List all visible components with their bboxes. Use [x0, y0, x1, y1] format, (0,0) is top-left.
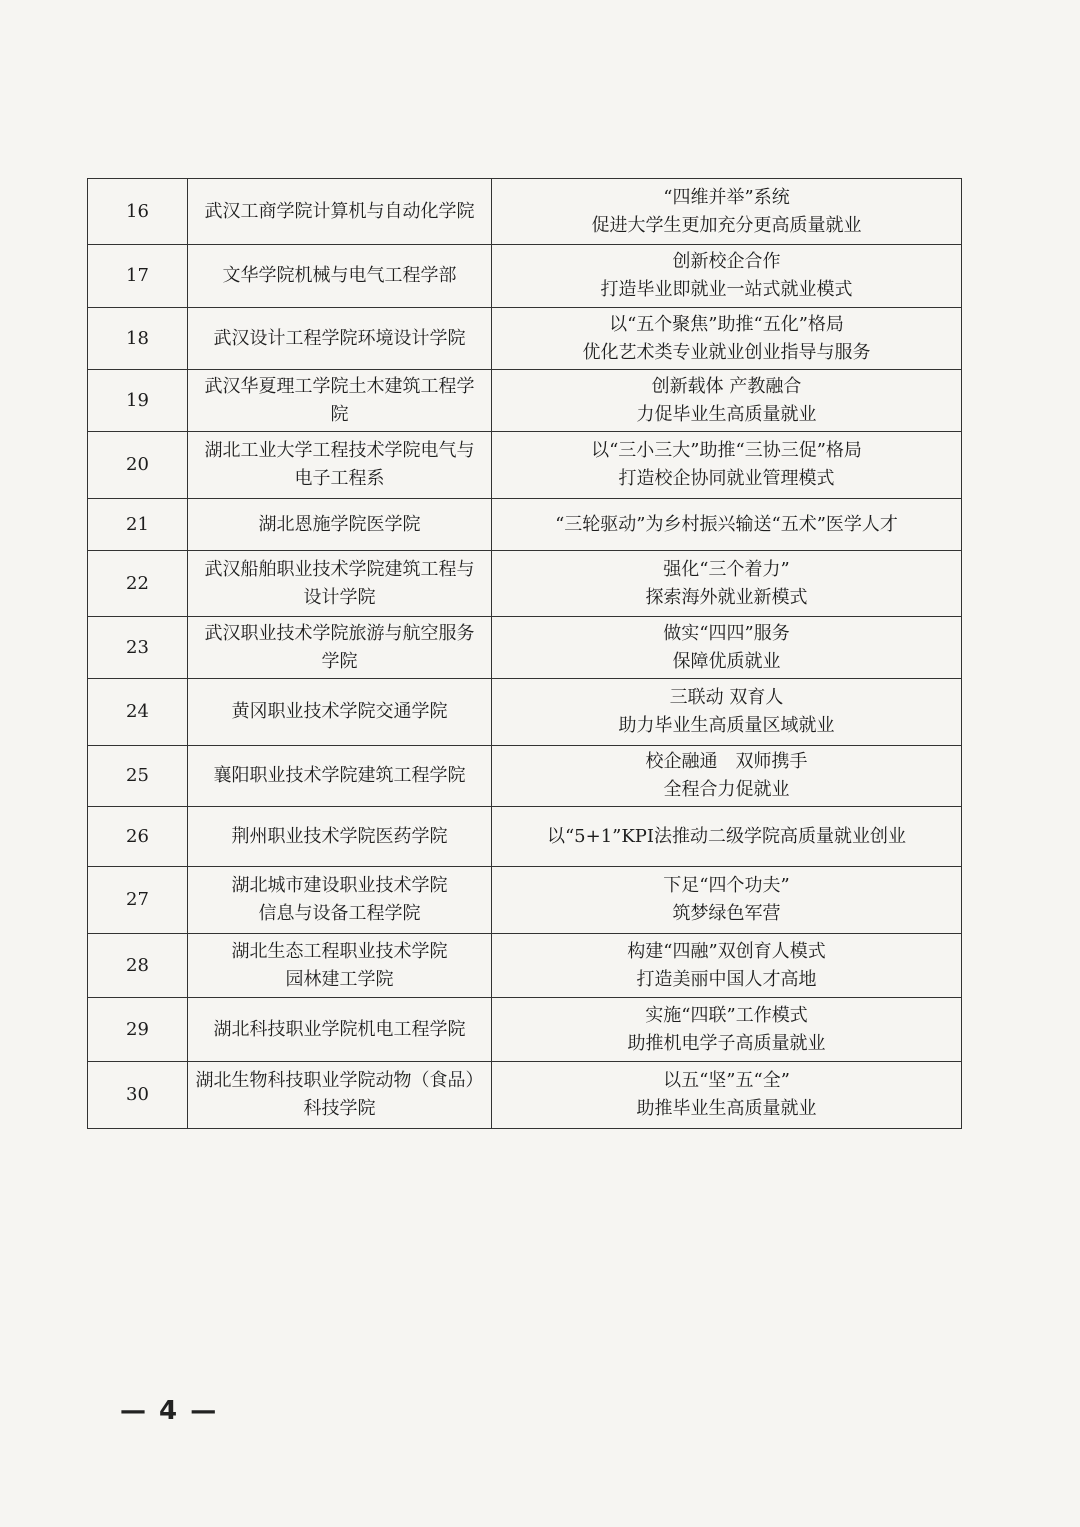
school-cell [188, 499, 492, 551]
table-row [88, 245, 962, 308]
table-row [88, 998, 962, 1062]
project-title-line: 以“三小三大”助推“三协三促”格局 [591, 440, 862, 461]
school-cell [188, 807, 492, 867]
school-name-line: 襄阳职业技术学院建筑工程学院 [213, 765, 466, 786]
page-number: — 4 — [120, 1396, 219, 1426]
project-cell [492, 617, 962, 679]
school-cell [188, 679, 492, 746]
school-name-line: 院 [330, 403, 349, 425]
project-title-line: 助推毕业生高质量就业 [636, 1098, 817, 1119]
table-row [88, 370, 962, 432]
project-title-line: 打造美丽中国人才高地 [636, 968, 817, 990]
school-name-line: 文华学院机械与电气工程学部 [222, 265, 457, 286]
school-name-line: 湖北城市建设职业技术学院 [231, 875, 448, 896]
school-cell [188, 998, 492, 1062]
row-number-cell: 23 [88, 617, 188, 679]
project-cell [492, 245, 962, 308]
table-row [88, 499, 962, 551]
project-title-line: “四维并举”系统 [663, 186, 790, 208]
project-title-line: 探索海外就业新模式 [645, 586, 808, 608]
project-cell [492, 1062, 962, 1129]
project-cell [492, 746, 962, 807]
project-title-line: 校企融通 双师携手 [645, 751, 808, 772]
school-cell [188, 867, 492, 934]
row-number-cell: 16 [88, 179, 188, 245]
project-cell [492, 807, 962, 867]
row-number-cell: 27 [88, 867, 188, 934]
project-title-line: 以“五个聚焦”助推“五化”格局 [609, 313, 844, 335]
project-title-line: 以五“坚”五“全” [663, 1070, 790, 1091]
table-row [88, 179, 962, 245]
table-row [88, 308, 962, 370]
project-cell [492, 998, 962, 1062]
project-cell [492, 432, 962, 499]
project-title-line: 以“5+1”KPI法推动二级学院高质量就业创业 [546, 825, 907, 847]
project-title-line: 筑梦绿色军营 [672, 903, 781, 924]
table-row [88, 617, 962, 679]
school-name-line: 湖北科技职业学院机电工程学院 [213, 1018, 466, 1040]
project-title-line: 创新校企合作 [672, 251, 781, 272]
project-title-line: 打造毕业即就业一站式就业模式 [600, 279, 853, 300]
project-cell [492, 551, 962, 617]
project-title-line: 打造校企协同就业管理模式 [618, 468, 835, 489]
table-row [88, 867, 962, 934]
project-title-line: 全程合力促就业 [663, 779, 790, 800]
school-name-line: 科技学院 [303, 1098, 376, 1119]
row-number-cell: 20 [88, 432, 188, 499]
school-cell [188, 308, 492, 370]
school-name-line: 湖北工业大学工程技术学院电气与 [204, 440, 475, 461]
school-name-line: 设计学院 [303, 586, 376, 608]
school-name-line: 信息与设备工程学院 [258, 903, 421, 924]
school-cell [188, 617, 492, 679]
school-cell [188, 370, 492, 432]
project-title-line: 下足“四个功夫” [663, 875, 790, 896]
row-number-cell: 26 [88, 807, 188, 867]
school-name-line: 武汉职业技术学院旅游与航空服务 [204, 622, 475, 644]
project-cell [492, 370, 962, 432]
table-row [88, 679, 962, 746]
school-name-line: 学院 [321, 650, 358, 672]
school-name-line: 湖北恩施学院医学院 [258, 513, 421, 535]
table-row [88, 746, 962, 807]
project-title-line: 做实“四四”服务 [663, 622, 790, 644]
project-title-line: 力促毕业生高质量就业 [636, 403, 817, 425]
row-number-cell: 24 [88, 679, 188, 746]
table-row [88, 934, 962, 998]
school-name-line: 武汉船舶职业技术学院建筑工程与 [204, 558, 475, 580]
project-title-line: 助力毕业生高质量区域就业 [618, 715, 835, 736]
row-number-cell: 22 [88, 551, 188, 617]
project-title-line: 优化艺术类专业就业创业指导与服务 [582, 341, 871, 363]
school-name-line: 武汉工商学院计算机与自动化学院 [204, 200, 475, 222]
project-title-line: 创新载体 产教融合 [651, 375, 802, 397]
row-number-cell: 29 [88, 998, 188, 1062]
row-number-cell: 21 [88, 499, 188, 551]
school-cell [188, 432, 492, 499]
project-title-line: 保障优质就业 [672, 650, 781, 672]
school-name-line: 武汉华夏理工学院土木建筑工程学 [204, 375, 475, 397]
project-cell [492, 499, 962, 551]
project-title-line: “三轮驱动”为乡村振兴输送“五术”医学人才 [555, 513, 898, 535]
table-row [88, 432, 962, 499]
school-cell [188, 934, 492, 998]
school-name-line: 湖北生态工程职业技术学院 [231, 940, 448, 962]
school-name-line: 湖北生物科技职业学院动物（食品） [195, 1070, 484, 1091]
project-cell [492, 934, 962, 998]
school-cell [188, 245, 492, 308]
project-title-line: 强化“三个着力” [663, 558, 790, 580]
row-number-cell: 18 [88, 308, 188, 370]
project-title-line: 实施“四联”工作模式 [645, 1004, 808, 1026]
school-name-line: 荆州职业技术学院医药学院 [231, 825, 448, 847]
project-table-body [88, 179, 962, 1129]
project-cell [492, 179, 962, 245]
school-name-line: 黄冈职业技术学院交通学院 [231, 701, 448, 722]
project-cell [492, 867, 962, 934]
table-row [88, 551, 962, 617]
table-row [88, 807, 962, 867]
project-title-line: 促进大学生更加充分更高质量就业 [591, 214, 862, 236]
project-cell [492, 308, 962, 370]
project-title-line: 三联动 双育人 [669, 687, 784, 708]
school-cell [188, 1062, 492, 1129]
row-number-cell: 25 [88, 746, 188, 807]
school-name-line: 园林建工学院 [285, 968, 394, 990]
project-title-line: 构建“四融”双创育人模式 [627, 940, 826, 962]
row-number-cell: 19 [88, 370, 188, 432]
project-title-line: 助推机电学子高质量就业 [627, 1032, 826, 1054]
row-number-cell: 28 [88, 934, 188, 998]
school-cell [188, 746, 492, 807]
project-table [87, 178, 962, 1129]
table-row [88, 1062, 962, 1129]
school-name-line: 电子工程系 [294, 468, 385, 489]
project-cell [492, 679, 962, 746]
row-number-cell: 30 [88, 1062, 188, 1129]
school-name-line: 武汉设计工程学院环境设计学院 [213, 327, 466, 349]
row-number-cell: 17 [88, 245, 188, 308]
school-cell [188, 551, 492, 617]
school-cell [188, 179, 492, 245]
